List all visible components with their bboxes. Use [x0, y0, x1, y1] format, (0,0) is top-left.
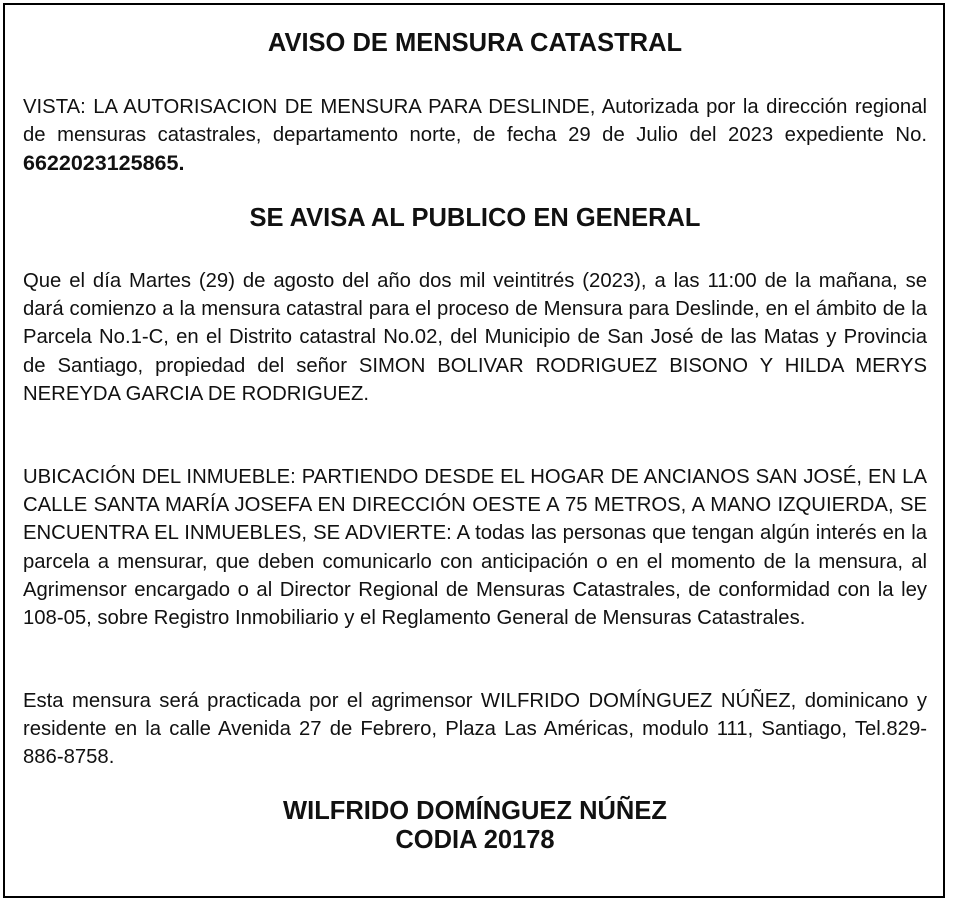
notice-frame	[3, 3, 945, 898]
notice-subtitle: SE AVISA AL PUBLICO EN GENERAL	[249, 204, 701, 232]
location-paragraph: UBICACIÓN DEL INMUEBLE: PARTIENDO DESDE EL HOGAR DE ANCIANOS SAN JOSÉ, EN LA CALLE SANTA MARÍA JOSEFA EN DIRECCIÓN OESTE A 75 METROS, A MANO IZQUIERDA, SE ENCUENTRA EL INMUEBLES, SE ADVIERTE: A todas las personas que tengan algún interés en la parcela a mensurar, que deben comunicarlo con anticipación o en el momento de la mensura, al Agrimensor encargado o al Director Regional de Mensuras Catastrales, de conformidad con la ley 108-05, sobre Registro Inmobiliario y el Reglamento General de Mensuras Catastrales.	[23, 466, 927, 630]
vista-paragraph	[23, 93, 927, 179]
expediente-number: 6622023125865.	[23, 151, 185, 176]
signature-block	[23, 797, 927, 855]
vista-text: VISTA: LA AUTORISACION DE MENSURA PARA DESLINDE, Autorizada por la dirección regional de mensuras catastrales, departamento norte, de fecha 29 de Julio del 2023 expediente No.	[23, 96, 927, 147]
surveyor-paragraph: Esta mensura será practicada por el agrimensor WILFRIDO DOMÍNGUEZ NÚÑEZ, dominicano y residente en la calle Avenida 27 de Febrero, Plaza Las Américas, modulo 111, Santiago, Tel.829-886-8758.	[23, 690, 927, 769]
signature-codia: CODIA 20178	[395, 826, 555, 854]
signature-name: WILFRIDO DOMÍNGUEZ NÚÑEZ	[283, 797, 667, 825]
notice-title: AVISO DE MENSURA CATASTRAL	[267, 29, 683, 57]
schedule-paragraph: Que el día Martes (29) de agosto del año dos mil veintitrés (2023), a las 11:00 de la mañana, se dará comienzo a la mensura catastral para el proceso de Mensura para Deslinde, en el ámbito de la Parcela No.1-C, en el Distrito catastral No.02, del Municipio de San José de las Matas y Provincia de Santiago, propiedad del señor SIMON BOLIVAR RODRIGUEZ BISONO Y HILDA MERYS NEREYDA GARCIA DE RODRIGUEZ.	[23, 270, 927, 405]
